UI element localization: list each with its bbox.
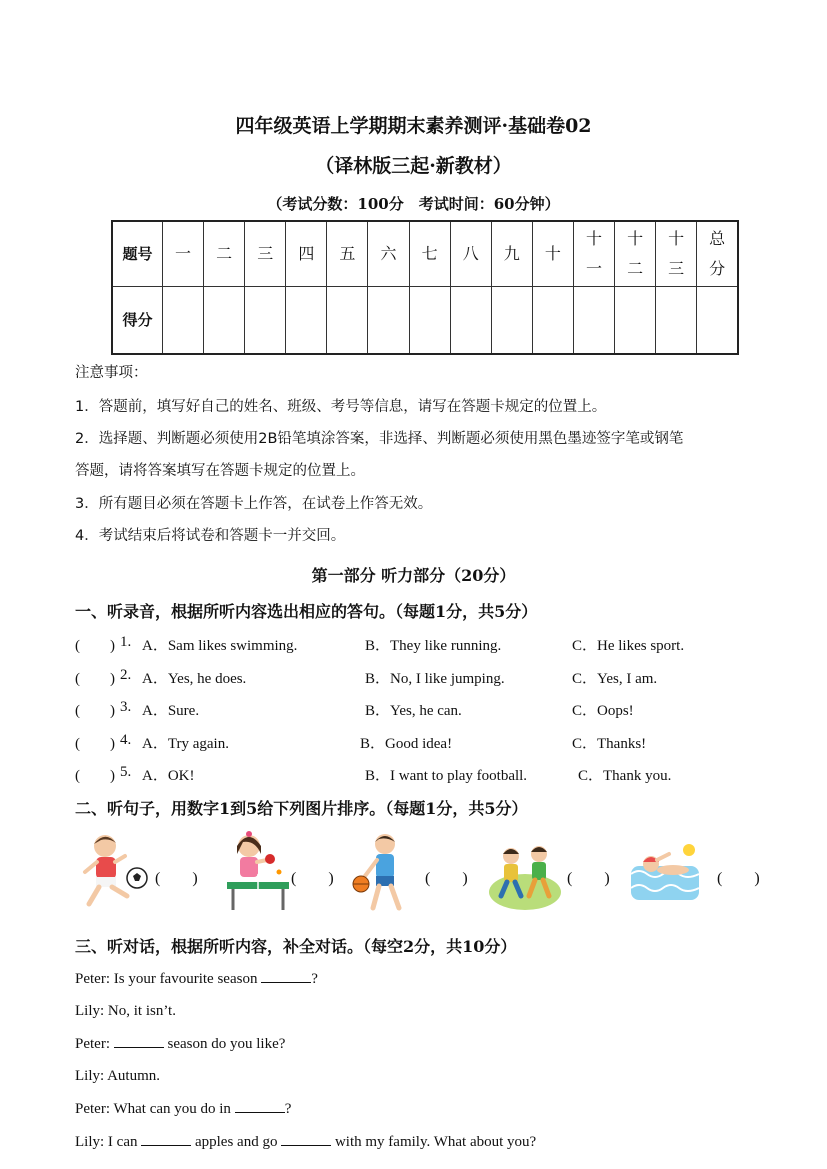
score-cell[interactable] [204,287,245,355]
dialogue-line [75,970,318,988]
question-row [75,634,775,656]
score-table-score-row [112,287,738,355]
score-table-header-row [112,221,738,287]
option-b: B．They like running. [365,638,502,654]
child-swimming-icon [629,830,701,914]
score-cell[interactable] [409,287,450,355]
col-12-text: 十二 [627,229,644,278]
question-number: 2. [120,667,132,683]
row-label-question: 题号 [112,221,163,287]
swimming-picture [629,830,701,914]
fill-blank[interactable] [261,970,311,983]
dialogue-text: Peter: Is your favourite season [75,971,262,987]
col-4: 四 [286,221,327,287]
score-cell[interactable] [245,287,286,355]
dialogue-line [75,1035,285,1053]
order-blank[interactable]: ( ) [425,870,468,887]
score-cell[interactable] [656,287,697,355]
col-total [697,221,738,287]
score-table [111,220,739,355]
fill-blank[interactable] [114,1035,164,1048]
score-cell[interactable] [491,287,532,355]
dialogue-text: ? [311,971,318,987]
exam-info: （考试分数：100分 考试时间：60分钟） [267,195,560,213]
option-b: B．No, I like jumping. [365,671,505,687]
dialogue-line [75,1133,536,1151]
score-cell[interactable] [286,287,327,355]
fill-blank[interactable] [141,1133,191,1146]
note-item: 1．答题前，填写好自己的姓名、班级、考号等信息，请写在答题卡规定的位置上。 [75,399,607,415]
boys-running-icon [487,830,563,914]
girl-table-tennis-icon [221,830,293,914]
dialogue-text: season do you like? [163,1036,286,1052]
order-blank[interactable]: ( ) [717,870,760,887]
col-6: 六 [368,221,409,287]
col-11-text: 十一 [585,229,602,278]
option-a: A．Sure. [142,703,200,719]
col-12 [615,221,656,287]
question-number: 4. [120,732,132,748]
dialogue-text: Peter: What can you do in [75,1101,235,1117]
col-13 [656,221,697,287]
option-c: C．He likes sport. [572,638,685,654]
col-8: 八 [450,221,491,287]
score-cell[interactable] [450,287,491,355]
score-cell[interactable] [573,287,614,355]
score-cell[interactable] [532,287,573,355]
score-cell[interactable] [327,287,368,355]
note-item: 答题，请将答案填写在答题卡规定的位置上。 [75,463,365,479]
picture-row [75,830,775,920]
col-7: 七 [409,221,450,287]
question-number: 5. [120,764,132,780]
dialogue-text: Lily: Autumn. [75,1068,161,1084]
option-c: C．Thanks! [572,736,647,752]
option-b: B．I want to play football. [365,768,528,784]
col-10: 十 [532,221,573,287]
dialogue-line [75,1003,176,1020]
boy-football-icon [79,830,151,914]
fill-blank[interactable] [235,1100,285,1113]
option-a: A．Sam likes swimming. [142,638,298,654]
col-1: 一 [163,221,204,287]
option-b: B．Good idea! [360,736,453,752]
dialogue-text: Lily: I can [75,1134,142,1150]
dialogue-text: Peter: [75,1036,114,1052]
question-row [75,699,775,721]
option-a: A．Try again. [142,736,229,752]
boy-basketball-icon [351,830,423,914]
fill-blank[interactable] [281,1133,331,1146]
exam-subtitle: （译林版三起·新教材） [315,155,512,177]
option-a: A．Yes, he does. [142,671,247,687]
score-cell[interactable] [163,287,204,355]
dialogue-text: apples and go [194,1134,282,1150]
col-5: 五 [327,221,368,287]
note-item: 3．所有题目必须在答题卡上作答，在试卷上作答无效。 [75,496,433,512]
option-c: C．Thank you. [578,768,672,784]
answer-blank[interactable]: ( ) [75,768,115,784]
question-number: 3. [120,699,132,715]
order-blank[interactable]: ( ) [567,870,610,887]
section-1-title: 一、听录音，根据所听内容选出相应的答句。（每题1分，共5分） [75,602,538,621]
dialogue-line [75,1068,160,1085]
order-blank[interactable]: ( ) [155,870,198,887]
section-3-title: 三、听对话，根据所听内容，补全对话。（每空2分，共10分） [75,937,517,956]
col-11 [573,221,614,287]
col-13-text: 十三 [668,229,685,278]
exam-title: 四年级英语上学期期末素养测评·基础卷02 [235,115,592,137]
option-b: B．Yes, he can. [365,703,462,719]
section-2-title: 二、听句子，用数字1到5给下列图片排序。（每题1分，共5分） [75,799,528,818]
basketball-picture [351,830,423,914]
question-number: 1. [120,634,132,650]
col-2: 二 [204,221,245,287]
question-row [75,764,775,786]
dialogue-text: with my family. What about you? [334,1134,537,1150]
option-c: C．Yes, I am. [572,671,658,687]
answer-blank[interactable]: ( ) [75,736,115,752]
football-picture [79,830,151,914]
order-blank[interactable]: ( ) [291,870,334,887]
dialogue-line [75,1100,291,1118]
question-row [75,732,775,754]
question-row [75,667,775,689]
answer-blank[interactable]: ( ) [75,638,115,654]
answer-blank[interactable]: ( ) [75,671,115,687]
table-tennis-picture [221,830,293,914]
col-9: 九 [491,221,532,287]
dialogue-text: ? [284,1101,292,1117]
row-label-score: 得分 [112,287,163,355]
col-3: 三 [245,221,286,287]
running-picture [487,830,563,914]
part-title: 第一部分 听力部分（20分） [311,566,516,585]
col-total-text: 总分 [709,229,726,278]
score-cell[interactable] [615,287,656,355]
option-c: C．Oops! [572,703,634,719]
dialogue-text: Lily: No, it isn’t. [75,1003,176,1019]
answer-blank[interactable]: ( ) [75,703,115,719]
option-a: A．OK! [142,768,195,784]
note-item: 4．考试结束后将试卷和答题卡一并交回。 [75,528,346,544]
note-item: 2．选择题、判断题必须使用2B铅笔填涂答案，非选择、判断题必须使用黑色墨迹签字笔或钢笔 [75,431,684,447]
notes-heading: 注意事项： [75,365,148,381]
score-cell[interactable] [368,287,409,355]
score-cell[interactable] [697,287,738,355]
